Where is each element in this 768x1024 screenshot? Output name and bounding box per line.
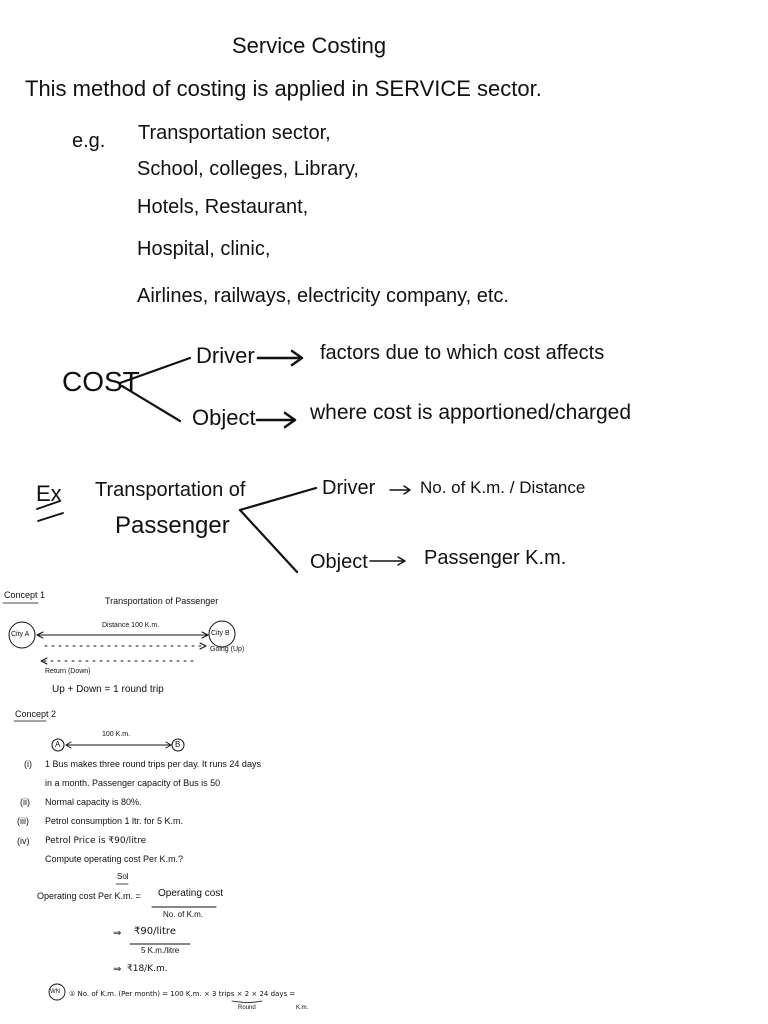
example-line: Hospital, clinic, [137,238,271,260]
question-text: Compute operating cost Per K.m.? [45,854,184,864]
round-trip-summary: Up + Down = 1 round trip [52,684,164,695]
concept2-heading: Concept 2 [15,709,57,719]
ex-label: Ex [36,481,62,506]
item-marker: (ii) [20,797,30,807]
ex-driver-label: Driver [322,477,376,499]
working-note-round: Round [238,1005,256,1011]
formula-numerator: Operating cost [158,888,224,899]
formula-denominator: No. of K.m. [163,910,204,919]
item-marker: (iii) [17,816,29,826]
cost-root-label: COST [62,366,140,397]
solution-label: Sol [117,872,129,881]
ex-underline-2 [38,513,63,521]
ex-object-description: Passenger K.m. [424,547,567,569]
item-text: 1 Bus makes three round trips per day. It runs 24 days [45,759,261,769]
item-text: Normal capacity is 80%. [45,797,142,807]
working-note-text: ① No. of K.m. (Per month) = 100 K.m. × 3 trips × 2 × 24 days = [69,990,296,998]
ex-driver-description: No. of K.m. / Distance [420,478,586,497]
ex-object-label: Object [310,551,368,573]
point-a-label: A [55,740,61,749]
step-denominator: 5 K.m./litre [141,946,180,955]
concept1-caption: Transportation of Passenger [105,596,219,606]
cost-object-label: Object [192,405,256,430]
city-a-label: City A [11,631,30,638]
examples-label: e.g. [72,130,106,152]
cost-driver-label: Driver [196,343,255,368]
cost-driver-description: factors due to which cost affects [320,342,605,364]
example-line: School, colleges, Library, [137,158,359,180]
working-note-label: WN [50,989,60,995]
page-title: Service Costing [232,33,387,58]
ex-subject-line2: Passenger [115,512,230,539]
working-note-unit: K.m. [296,1005,309,1011]
return-label: Return (Down) [45,668,91,675]
example-line: Transportation sector, [138,122,331,144]
ex-object-branch [240,510,297,572]
going-label: Going (Up) [210,646,245,653]
formula-lhs: Operating cost Per K.m. = [37,891,141,901]
point-b-label: B [175,740,181,749]
implies-symbol: ⇒ [113,928,122,939]
ex-subject-line1: Transportation of [95,479,246,501]
intro-text: This method of costing is applied in SERVICE sector. [25,76,542,101]
concept1-distance: Distance 100 K.m. [102,622,160,629]
round-bracket [232,1001,262,1003]
item-text: Petrol consumption 1 ltr. for 5 K.m. [45,816,184,826]
step-numerator: ₹90/litre [134,926,176,937]
example-line: Hotels, Restaurant, [137,196,309,218]
city-b-label: City B [211,630,230,637]
implies-symbol: ⇒ [113,964,122,975]
example-line: Airlines, railways, electricity company, etc. [137,285,509,307]
item-text: Petrol Price is ₹90/litre [45,836,147,846]
ex-driver-branch [240,488,316,510]
item-continuation: in a month. Passenger capacity of Bus is 50 [45,778,221,788]
item-marker: (iv) [17,836,30,846]
concept1-heading: Concept 1 [4,590,46,600]
cost-object-description: where cost is apportioned/charged [310,401,632,424]
result-value: ₹18/K.m. [127,964,168,974]
item-marker: (i) [24,759,32,769]
concept2-distance: 100 K.m. [102,731,131,738]
